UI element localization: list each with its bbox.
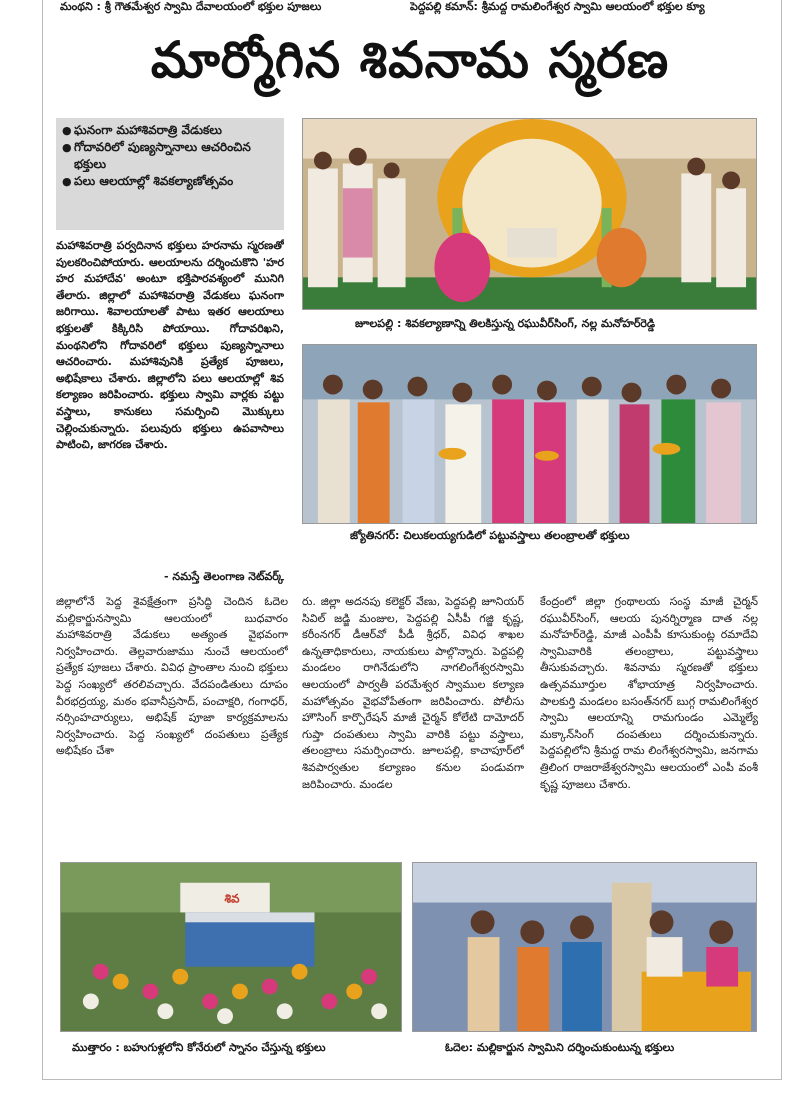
photo-odela-darshan	[412, 862, 757, 1032]
body-column-1	[56, 594, 288, 856]
highlight-item: ● ఘనంగా మహాశివరాత్రి వేడుకలు	[62, 122, 278, 139]
photo-jyothinagar-devotees	[302, 344, 757, 524]
body-column-2	[302, 594, 524, 856]
photo-sign-text: శివ	[224, 891, 240, 906]
top-caption-peddapalli: పెద్దపల్లి కమాన్: శ్రీమద్ద రామలింగేశ్వర స్వామి ఆలయంలో భక్తుల క్యూ	[410, 0, 705, 13]
highlights-box	[56, 118, 284, 230]
intro-text	[56, 238, 284, 568]
photo-caption-julapalli: జూలపల్లి : శివకల్యాణాన్ని తిలకిస్తున్న రఘువీర్‌సింగ్, నల్ల మనోహర్‌రెడ్డి	[355, 317, 656, 330]
top-caption-manthani: మంథని : శ్రీ గౌతమేశ్వర స్వామి దేవాలయంలో భక్తుల పూజలు	[60, 0, 322, 13]
photo-caption-odela: ఓదెల: మల్లికార్జున స్వామిని దర్శించుకుంటున్న భక్తులు	[445, 1041, 675, 1054]
highlight-item: ● పలు ఆలయాల్లో శివకల్యాణోత్సవం	[62, 173, 278, 190]
photo-mutharam-holy-bath	[60, 862, 402, 1032]
photo-caption-mutharam: ముత్తారం : బహుగుళ్లలోని కోనేరులో స్నానం చేస్తున్న భక్తులు	[72, 1041, 326, 1054]
highlight-item: ● గోదావరిలో పుణ్యస్నానాలు ఆచరించిన భక్తులు	[62, 139, 278, 173]
photo-julapalli-shiva-kalyanam	[302, 118, 757, 310]
body-paragraph: కేంద్రంలో జిల్లా గ్రంథాలయ సంస్థ మాజీ చైర్మన్ రఘువీర్‌సింగ్, ఆలయ పునర్నిర్మాణ దాత నల్ల మనోహర్‌రెడ్డి, మాజీ ఎంపీపీ కూసుకుంట్ల రమాదేవి స్వామివారికి తలంబ్రాలు, పట్టువస్త్రాలు తీసుకువచ్చారు. శివనామ స్మరణతో భక్తులు ఉత్సవమూర్తుల శోభాయాత్ర నిర్వహించారు. పాలకుర్తి మండలం బసంత్‌నగర్ బుగ్గ రామలింగేశ్వర స్వామి ఆలయాన్ని రామగుండం ఎమ్మెల్యే మక్కాన్‌సింగ్ దంపతులు దర్శించుకున్నారు. పెద్దపల్లిలోని శ్రీమద్ద రామ లింగేశ్వరస్వామి, జనగామ త్రిలింగ రాజరాజేశ్వరస్వామి ఆలయంలో ఎంపీ వంశీ కృష్ణ పూజలు చేశారు.	[540, 595, 758, 791]
headline: మార్మోగిన శివనామ స్మరణ	[150, 30, 670, 89]
body-paragraph: రు. జిల్లా అదనపు కలెక్టర్ వేణు, పెద్దపల్లి జూనియర్ సివిల్ జడ్జి మంజుల, పెద్దపల్లి ఏసీపీ గజ్జి కృష్ణ, కరీంనగర్ డీఆర్‌వో పీడీ శ్రీధర్, వివిధ శాఖల ఉన్నతాధికారులు, నాయకులు పాల్గొన్నారు. పెద్దపల్లి మండలం రాగినేడులోని నాగలింగేశ్వరస్వామి ఆలయంలో పార్వతీ పరమేశ్వర స్వాముల కల్యాణ మహోత్సవం వైభవోపేతంగా జరిపించారు. పోలీసు హౌసింగ్ కార్పొరేషన్ మాజీ చైర్మన్ కోలేటి దామోదర్ గుప్తా దంపతులు స్వామి వారికి పట్టు వస్త్రాలు, తలంబ్రాలు సమర్పించారు. జూలపల్లి, కాచాపూర్‌లో శివపార్వతుల కల్యాణం కనుల పండువగా జరిపించారు. మండల	[302, 595, 524, 791]
photo-caption-jyothinagar: జ్యోతినగర్: చిలుకలయ్యగుడిలో పట్టువస్త్రాలు తలంబ్రాలతో భక్తులు	[350, 529, 630, 542]
intro-paragraph: మహాశివరాత్రి పర్వదినాన భక్తులు హరనామ స్మరణతో పులకరించిపోయారు. ఆలయాలను దర్శించుకొని 'హర హర మహాదేవ' అంటూ భక్తిపారవశ్యంలో మునిగి తేలారు. జిల్లాలో మహాశివరాత్రి వేడుకలు ఘనంగా జరిగాయి. శివాలయాలతో పాటు ఇతర ఆలయాలు భక్తులతో కిక్కిరిసి పోయాయి. గోదావరిఖని, మంథనిలోని గోదావరిలో భక్తులు పుణ్యస్నానాలు ఆచరించారు. మహాశివునికి ప్రత్యేక పూజలు, అభిషేకాలు చేశారు. జిల్లాలోని పలు ఆలయాల్లో శివ కల్యాణం జరిపించారు. భక్తులు స్వామి వార్లకు పట్టు వస్త్రాలు, కానుకలు సమర్పించి మొక్కులు చెల్లించుకున్నారు. పలువురు భక్తులు ఉపవాసాలు పాటించి, జాగరణ చేశారు.	[56, 239, 284, 452]
body-column-3	[540, 594, 758, 856]
byline-credit: - నమస్తే తెలంగాణ నెట్‌వర్క్	[163, 570, 284, 583]
body-paragraph: జిల్లాలోనే పెద్ద శైవక్షేత్రంగా ప్రసిద్ధి చెందిన ఓదెల మల్లికార్జునస్వామి ఆలయంలో బుధవారం మహాశివరాత్రి వేడుకలు అత్యంత వైభవంగా నిర్వహించారు. తెల్లవారుజాము నుంచే ఆలయంలో ప్రత్యేక పూజలు చేశారు. వివిధ ప్రాంతాల నుంచి భక్తులు పెద్ద సంఖ్యలో తరలివచ్చారు. వేదపండితులు దూపం వీరభద్రయ్య, మఠం భవానీప్రసాద్, పంచాక్షరి, గంగాధర్, నర్సింహచార్యులు, అభిషేక్ పూజా కార్యక్రమాలను నిర్వహించారు. పెద్ద సంఖ్యలో దంపతులు ప్రత్యేక అభిషేకం చేశా	[56, 595, 288, 758]
